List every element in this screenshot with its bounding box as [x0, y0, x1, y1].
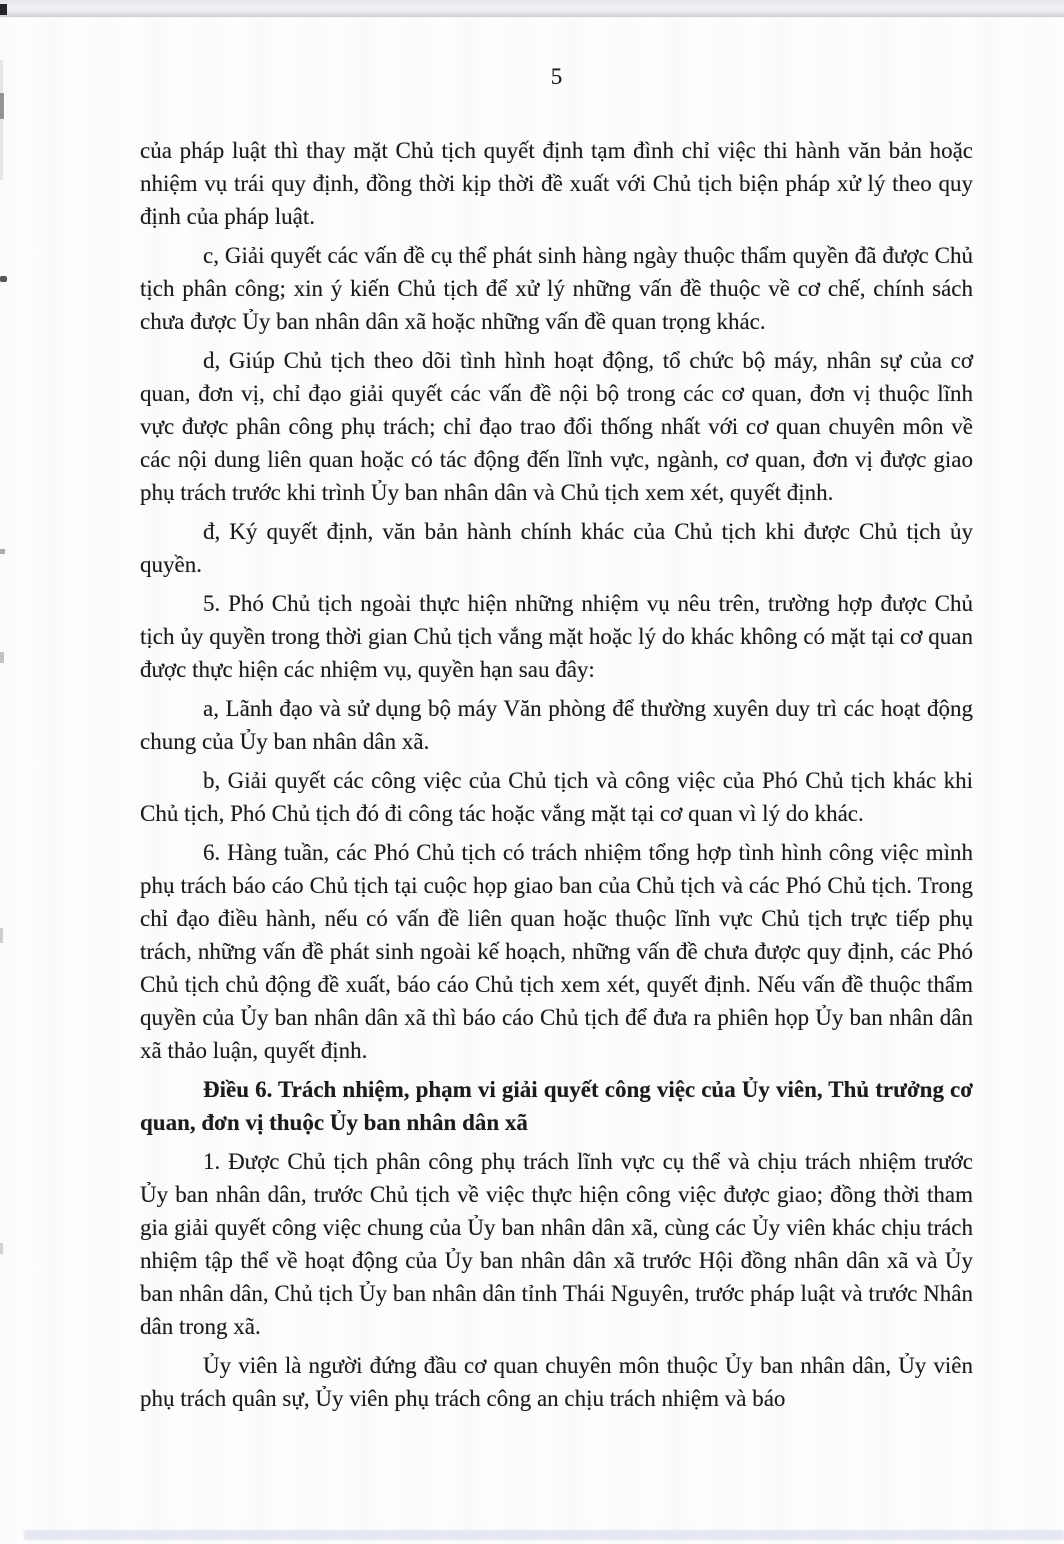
section-heading-dieu-6: Điều 6. Trách nhiệm, phạm vi giải quyết công việc của Ủy viên, Thủ trưởng cơ quan, đơn vị thuộc Ủy ban nhân dân xã: [140, 1077, 973, 1135]
scan-artifact-left-tick: [0, 93, 4, 119]
paragraph-item-d: d, Giúp Chủ tịch theo dõi tình hình hoạt động, tổ chức bộ máy, nhân sự của cơ quan, đơn vị, chỉ đạo giải quyết các vấn đề nội bộ trong các cơ quan, đơn vị thuộc lĩnh vực được phân công phụ trách; chỉ đạo trao đổi thống nhất với cơ quan chuyên môn về các nội dung liên quan hoặc có tác động đến lĩnh vực, ngành, cơ quan, đơn vị được giao phụ trách trước khi trình Ủy ban nhân dân và Chủ tịch xem xét, quyết định.: [140, 348, 973, 505]
scan-artifact-left-speck: [0, 652, 4, 663]
scan-artifact-left-streak: [0, 60, 3, 180]
text-block: [140, 60, 973, 1421]
scan-artifact-left-speck: [0, 928, 3, 943]
paragraph-dieu6-clause-1: 1. Được Chủ tịch phân công phụ trách lĩnh vực cụ thể và chịu trách nhiệm trước Ủy ban nhân dân, trước Chủ tịch về việc thực hiện công việc được giao; đồng thời tham gia giải quyết công việc chung của Ủy ban nhân dân xã, cùng các Ủy viên khác chịu trách nhiệm tập thể về hoạt động của Ủy ban nhân dân xã trước Hội đồng nhân dân xã và Ủy ban nhân dân, Chủ tịch Ủy ban nhân dân tỉnh Thái Nguyên, trước pháp luật và trước Nhân dân trong xã.: [140, 1149, 973, 1339]
scan-artifact-bottom-strip: [24, 1530, 1064, 1540]
paragraph-item-a: a, Lãnh đạo và sử dụng bộ máy Văn phòng để thường xuyên duy trì các hoạt động chung của Ủy ban nhân dân xã.: [140, 696, 973, 754]
scan-artifact-corner-mark: [0, 4, 7, 15]
paragraph-clause-6: 6. Hàng tuần, các Phó Chủ tịch có trách nhiệm tổng hợp tình hình công việc mình phụ trách báo cáo Chủ tịch tại cuộc họp giao ban của Chủ tịch và các Phó Chủ tịch. Trong chỉ đạo điều hành, nếu có vấn đề liên quan hoặc thuộc lĩnh vực Chủ tịch trực tiếp phụ trách, những vấn đề phát sinh ngoài kế hoạch, những vấn đề chưa được quy định, các Phó Chủ tịch chủ động đề xuất, báo cáo Chủ tịch xem xét, quyết định. Nếu vấn đề thuộc thẩm quyền của Ủy ban nhân dân xã thì báo cáo Chủ tịch để đưa ra phiên họp Ủy ban nhân dân xã thảo luận, quyết định.: [140, 840, 973, 1063]
paragraph-item-c: c, Giải quyết các vấn đề cụ thể phát sinh hàng ngày thuộc thẩm quyền đã được Chủ tịch phân công; xin ý kiến Chủ tịch để xử lý những vấn đề thuộc về cơ chế, chính sách chưa được Ủy ban nhân dân xã hoặc những vấn đề quan trọng khác.: [140, 243, 973, 334]
paragraph-continuation: của pháp luật thì thay mặt Chủ tịch quyết định tạm đình chỉ việc thi hành văn bản hoặc nhiệm vụ trái quy định, đồng thời kịp thời đề xuất với Chủ tịch biện pháp xử lý theo quy định của pháp luật.: [140, 138, 973, 229]
scan-artifact-left-speck: [0, 1243, 3, 1254]
paragraph-clause-5: 5. Phó Chủ tịch ngoài thực hiện những nhiệm vụ nêu trên, trường hợp được Chủ tịch ủy quyền trong thời gian Chủ tịch vắng mặt hoặc lý do khác không có mặt tại cơ quan được thực hiện các nhiệm vụ, quyền hạn sau đây:: [140, 591, 973, 682]
paragraph-uy-vien: Ủy viên là người đứng đầu cơ quan chuyên môn thuộc Ủy ban nhân dân, Ủy viên phụ trách quân sự, Ủy viên phụ trách công an chịu trách nhiệm và báo: [140, 1353, 973, 1411]
scan-artifact-left-speck: [0, 549, 5, 554]
scan-artifact-top-bar: [0, 0, 1064, 17]
paragraph-item-b: b, Giải quyết các công việc của Chủ tịch và công việc của Phó Chủ tịch khác khi Chủ tịch, Phó Chủ tịch đó đi công tác hoặc vắng mặt tại cơ quan vì lý do khác.: [140, 768, 973, 826]
page-number: 5: [550, 64, 563, 89]
scan-artifact-left-dot: [0, 276, 7, 282]
paragraph-item-dd: đ, Ký quyết định, văn bản hành chính khác của Chủ tịch khi được Chủ tịch ủy quyền.: [140, 519, 973, 577]
